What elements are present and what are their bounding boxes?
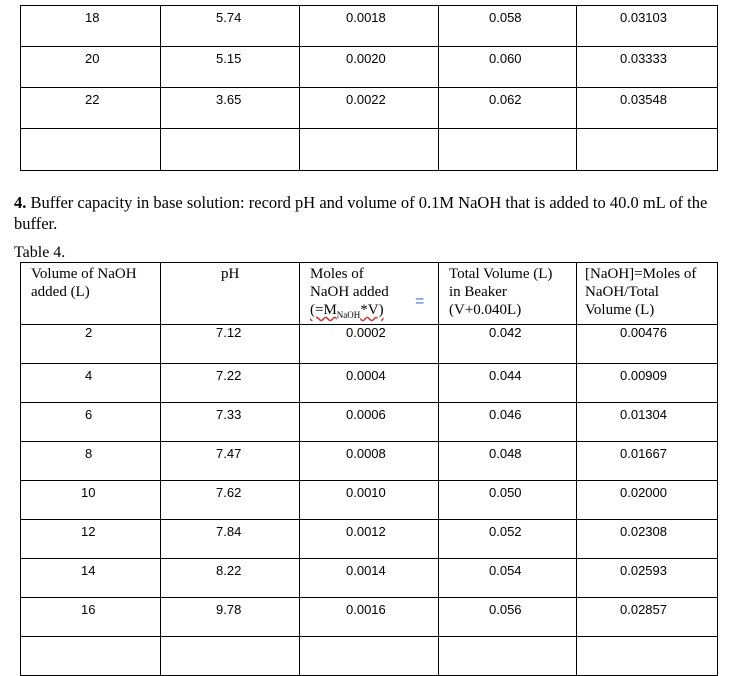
volume-cell: 8 (21, 442, 161, 481)
total-volume-cell: 0.056 (439, 598, 577, 637)
concentration-cell: 0.03333 (577, 47, 718, 88)
empty-cell[interactable] (161, 129, 300, 171)
concentration-cell: 0.03548 (577, 88, 718, 129)
moles-cell: 0.0008 (300, 442, 439, 481)
volume-cell: 10 (21, 481, 161, 520)
moles-header-line2: NaOH added (310, 284, 389, 300)
empty-cell[interactable] (161, 637, 300, 676)
volume-cell: 4 (21, 364, 161, 403)
total-volume-cell: 0.052 (439, 520, 577, 559)
concentration-cell: 0.01667 (577, 442, 718, 481)
empty-cell[interactable] (439, 129, 577, 171)
table-row (21, 559, 718, 598)
moles-cell: 0.0010 (300, 481, 439, 520)
ph-cell: 5.74 (161, 6, 300, 47)
concentration-cell: 0.02308 (577, 520, 718, 559)
empty-cell[interactable] (21, 637, 161, 676)
empty-cell[interactable] (21, 129, 161, 171)
table-row (21, 442, 718, 481)
moles-cell: 0.0014 (300, 559, 439, 598)
header-concentration: [NaOH]=Moles of NaOH/Total Volume (L) (577, 263, 718, 325)
header-moles (300, 263, 439, 325)
equals-mark: = (415, 293, 425, 310)
table-row (21, 520, 718, 559)
concentration-cell: 0.02593 (577, 559, 718, 598)
ph-cell: 5.15 (161, 47, 300, 88)
volume-cell: 14 (21, 559, 161, 598)
section-number: 4. (14, 193, 27, 212)
total-volume-cell: 0.054 (439, 559, 577, 598)
empty-cell[interactable] (577, 129, 718, 171)
volume-cell: 22 (21, 88, 161, 129)
table-row (21, 6, 718, 47)
ph-cell: 7.12 (161, 325, 300, 364)
concentration-cell: 0.00476 (577, 325, 718, 364)
ph-cell: 7.22 (161, 364, 300, 403)
total-volume-cell: 0.058 (439, 6, 577, 47)
table-3-body (21, 6, 718, 171)
table-caption: Table 4. (14, 244, 66, 261)
volume-cell: 12 (21, 520, 161, 559)
ph-cell: 8.22 (161, 559, 300, 598)
table-row (21, 88, 718, 129)
table-4 (20, 262, 718, 676)
moles-cell: 0.0016 (300, 598, 439, 637)
moles-cell: 0.0020 (300, 47, 439, 88)
header-volume: Volume of NaOH added (L) (21, 263, 161, 325)
moles-header-line3: $(=M_{NaOH}*V)$ (310, 302, 384, 320)
section-heading (14, 192, 724, 234)
ph-cell: 7.84 (161, 520, 300, 559)
empty-cell[interactable] (577, 637, 718, 676)
volume-cell: 6 (21, 403, 161, 442)
table-row (21, 364, 718, 403)
total-volume-cell: 0.062 (439, 88, 577, 129)
total-volume-cell: 0.042 (439, 325, 577, 364)
concentration-cell: 0.02857 (577, 598, 718, 637)
table-row (21, 403, 718, 442)
ph-cell: 3.65 (161, 88, 300, 129)
table-row-empty (21, 129, 718, 171)
moles-cell: 0.0004 (300, 364, 439, 403)
table-row (21, 47, 718, 88)
ph-cell: 9.78 (161, 598, 300, 637)
moles-cell: 0.0022 (300, 88, 439, 129)
ph-cell: 7.62 (161, 481, 300, 520)
table-row (21, 481, 718, 520)
moles-header-line1: Moles of (310, 266, 364, 282)
moles-cell: 0.0012 (300, 520, 439, 559)
table-row-empty (21, 637, 718, 676)
section-text: Buffer capacity in base solution: record pH and volume of 0.1M NaOH that is added to 40.0 mL of the buffer. (14, 193, 708, 233)
table-3 (20, 5, 718, 171)
table-4-body (21, 263, 718, 676)
total-volume-cell: 0.050 (439, 481, 577, 520)
total-volume-cell: 0.048 (439, 442, 577, 481)
volume-cell: 16 (21, 598, 161, 637)
table-row (21, 598, 718, 637)
table-header-row (21, 263, 718, 325)
moles-cell: 0.0006 (300, 403, 439, 442)
empty-cell[interactable] (300, 637, 439, 676)
concentration-cell: 0.02000 (577, 481, 718, 520)
empty-cell[interactable] (439, 637, 577, 676)
concentration-cell: 0.03103 (577, 6, 718, 47)
header-total-volume: Total Volume (L) in Beaker (V+0.040L) (439, 263, 577, 325)
volume-cell: 2 (21, 325, 161, 364)
empty-cell[interactable] (300, 129, 439, 171)
ph-cell: 7.47 (161, 442, 300, 481)
moles-cell: 0.0018 (300, 6, 439, 47)
ph-cell: 7.33 (161, 403, 300, 442)
header-ph: pH (161, 263, 300, 325)
concentration-cell: 0.00909 (577, 364, 718, 403)
total-volume-cell: 0.046 (439, 403, 577, 442)
volume-cell: 20 (21, 47, 161, 88)
table-row (21, 325, 718, 364)
concentration-cell: 0.01304 (577, 403, 718, 442)
volume-cell: 18 (21, 6, 161, 47)
moles-cell: 0.0002 (300, 325, 439, 364)
total-volume-cell: 0.060 (439, 47, 577, 88)
total-volume-cell: 0.044 (439, 364, 577, 403)
